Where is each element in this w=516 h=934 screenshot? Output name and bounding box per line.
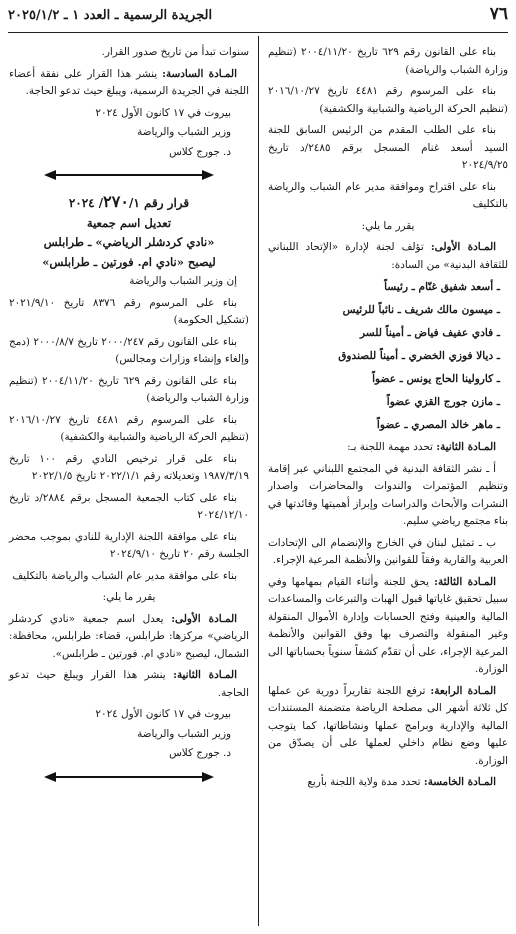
article-label: المـادة الثانية: <box>436 441 496 453</box>
article-label: المـادة الخامسة: <box>423 776 496 788</box>
article-label: المـادة الأولى: <box>430 241 496 253</box>
signature-name: د. جورج كلاس <box>169 747 231 759</box>
article-text: تؤلف لجنة لإدارة «الإتحاد اللبناني للثقافة البدنية» من السادة: <box>268 241 508 271</box>
committee-member: ـ مازن جورج القزي عضواً <box>386 396 500 408</box>
article-text: ينشر هذا القرار على نفقة أعضاء اللجنة في الجريدة الرسمية، ويبلغ حيث تدعو الحاجة. <box>9 67 249 97</box>
signature-name: د. جورج كلاس <box>169 145 231 158</box>
committee-member: ـ كارولينا الحاج يونس ـ عضواً <box>372 373 500 385</box>
continuation-text: سنوات تبدأ من تاريخ صدور القرار. <box>101 46 249 58</box>
article-4 <box>268 683 508 771</box>
committee-member: ـ فادي عفيف فياض ـ أميناً للسر <box>359 327 500 339</box>
decision-subtitle: تعديل اسم جمعية <box>86 215 172 230</box>
recital: بناء على اقتراح وموافقة مدير عام الشباب والرياضة بالتكليف <box>268 180 508 210</box>
article-5 <box>268 774 508 792</box>
article-label: المـادة السادسة: <box>162 67 237 80</box>
left-column <box>9 44 249 795</box>
article-label: المـادة الرابعة: <box>430 684 496 697</box>
article-text: تحدد مهمة اللجنة بـ: <box>347 441 433 453</box>
recital: بناء على القانون رقم ٢٠٠٠/٢٤٧ تاريخ ٢٠٠٠/٨/٧ (دمج وإلغاء وإنشاء وزارات ومجالس) <box>9 335 249 365</box>
recital: بناء على القانون رقم ٦٢٩ تاريخ ٢٠٠٤/١١/٢٠ (تنظيم وزارة الشباب والرياضة) <box>9 374 249 404</box>
separator-arrow-left <box>44 772 56 782</box>
signature-date: بيروت في ١٧ كانون الأول ٢٠٢٤ <box>95 708 231 720</box>
article-label: المـادة الثالثة: <box>434 575 496 588</box>
article-label: المـادة الأولى: <box>171 612 238 625</box>
journal-issue-line: الجريدة الرسمية ـ العدد ١ ـ ٢٠٢٥/١/٢ <box>8 8 213 23</box>
article-2 <box>268 439 508 457</box>
recital: بناء على قرار ترخيص النادي رقم ١٠٠ تاريخ ١٩٨٧/٣/١٩ وتعديلاته رقم ٢٠٢٢/١/١ تاريخ ٢٠٢٢/١/٥ <box>9 452 249 482</box>
header-rule <box>8 32 508 33</box>
signature-date: بيروت في ١٧ كانون الأول ٢٠٢٤ <box>95 106 231 119</box>
recital: بناء على المرسوم رقم ٤٤٨١ تاريخ ٢٠١٦/١٠/٢٧ (تنظيم الحركة الرياضية والشبابية والكشفية) <box>268 85 508 115</box>
article-2-item-b: ب ـ تمثيل لبنان في الخارج والإنضمام الى الإتحادات العربية والقارية وفقاً للقوانين والأنظمة المرعية الإجراء. <box>268 536 508 566</box>
decides-heading: يقرر ما يلي: <box>102 591 156 603</box>
separator-bar <box>54 776 204 778</box>
article-text: ترفع اللجنة تقاريراً دورية عن عملها كل ثلاثة أشهر الى مصلحة الرياضة متضمنة المستندات المالية والإدارية وبرامج عملها ونشاطاتها، كما يتوجب عليها وضع نظام داخلي لعملها على أن يصدّق من الوزارة. <box>268 684 508 767</box>
page-number: ٧٦ <box>489 4 508 24</box>
club-new-name: ليصبح «نادي ام. فورتين ـ طرابلس» <box>42 254 216 269</box>
committee-member: ـ ديالا فوزي الخضري ـ أميناً للصندوق <box>338 350 500 362</box>
page-header <box>8 4 508 30</box>
decision-prefix: قرار رقم <box>143 196 190 210</box>
article-text: يحق للجنة وأثناء القيام بمهامها وفي سبيل تحقيق غاياتها قبول الهبات والتبرعات والمساعدات المالية والعينية وفتح الحسابات وإدارة الأموال المنقولة وغير المنقولة والتصرف بها وفق القوانين والأنظمة المرعية الإجراء، على أن تقدّم كشفاً سنوياً بحساباتها الى الوزارة. <box>268 575 508 675</box>
committee-member: ـ ميسون مالك شريف ـ نائباً للرئيس <box>342 304 500 316</box>
column-divider <box>258 36 259 926</box>
separator-bar <box>54 174 204 176</box>
article-2 <box>9 667 249 702</box>
decision-date: /١/ ٢٠٢٤ <box>68 196 140 210</box>
decides-heading: يقرر ما يلي: <box>361 219 415 232</box>
recital: بناء على المرسوم رقم ٨٣٧٦ تاريخ ٢٠٢١/٩/١٠ (تشكيل الحكومة) <box>9 296 249 326</box>
article-1 <box>268 239 508 274</box>
recital: بناء على موافقة مدير عام الشباب والرياضة بالتكليف <box>12 569 237 582</box>
signature-role: وزير الشباب والرياضة <box>137 126 231 138</box>
article-3 <box>268 574 508 679</box>
article-2-item-a: أ ـ نشر الثقافة البدنية في المجتمع اللبناني عبر إقامة وتنظيم المؤتمرات والندوات والمحاضرات واصدار النشرات والأبحاث والدراسات وإبراز أهميتها وفائدتها في بناء مجتمع رياضي سليم. <box>268 462 508 527</box>
separator-arrow-left <box>44 170 56 180</box>
issuer-line: إن وزير الشباب والرياضة <box>129 275 237 287</box>
section-separator <box>44 771 214 783</box>
signature-role: وزير الشباب والرياضة <box>137 727 231 740</box>
article-text: ينشر هذا القرار ويبلغ حيث تدعو الحاجة. <box>9 669 249 699</box>
article-text: تحدد مدة ولاية اللجنة بأربع <box>307 776 421 788</box>
recital: بناء على كتاب الجمعية المسجل برقم ٢٨٨٤/د تاريخ ٢٠٢٤/١٢/١٠ <box>9 491 249 521</box>
recital: بناء على موافقة اللجنة الإدارية للنادي بموجب محضر الجلسة رقم ٢٠ تاريخ ٢٠٢٤/٩/١٠ <box>9 530 249 560</box>
article-6 <box>9 66 249 101</box>
recital: بناء على المرسوم رقم ٤٤٨١ تاريخ ٢٠١٦/١٠/٢٧ (تنظيم الحركة الرياضية والشبابية والكشفية) <box>9 413 249 443</box>
article-text: يعدل اسم جمعية «نادي كردشلر الرياضي» مركزها: طرابلس، قضاء: طرابلس، محافظة: الشمال، ليصبح «نادي ام. فورتين ـ طرابلس». <box>9 612 249 660</box>
article-label: المـادة الثانية: <box>173 669 237 681</box>
decision-number: ٢٧٠ <box>103 192 129 211</box>
committee-member: ـ أسعد شفيق غنّام ـ رئيساً <box>384 281 500 293</box>
decision-title <box>9 193 249 213</box>
club-old-name: «نادي كردشلر الرياضي» ـ طرابلس <box>43 235 215 249</box>
section-separator <box>44 169 214 181</box>
committee-member: ـ ماهر خالد المصري ـ عضواً <box>376 419 500 431</box>
recital: بناء على القانون رقم ٦٢٩ تاريخ ٢٠٠٤/١١/٢٠ (تنظيم وزارة الشباب والرياضة) <box>268 46 508 76</box>
recital: بناء على الطلب المقدم من الرئيس السابق للجنة السيد أسعد غنام المسجل برقم ٢٤٨٥/د تاريخ ٢٠٢٤/٩/٢٥ <box>268 124 508 171</box>
right-column <box>268 44 508 796</box>
article-1 <box>9 611 249 664</box>
